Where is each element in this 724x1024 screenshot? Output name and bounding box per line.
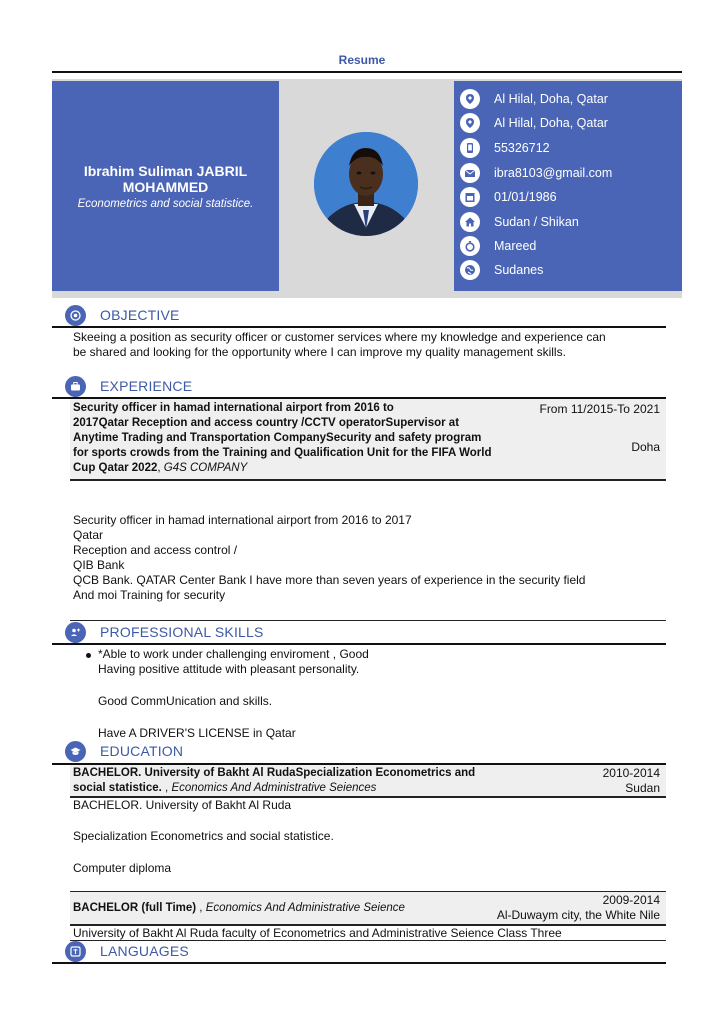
calendar-icon (460, 187, 480, 207)
phone-icon (460, 138, 480, 158)
objective-title: OBJECTIVE (100, 307, 180, 323)
skills-line-3: Good CommUnication and skills. (98, 694, 273, 708)
experience-entry-divider (70, 479, 666, 481)
document-title: Resume (338, 53, 386, 67)
objective-text-line-2: be shared and looking for the opportunity where I can improve my quality management skills. (73, 345, 566, 359)
education-entry-1-detail-1: BACHELOR. University of Bakht Al Ruda (73, 798, 292, 812)
location-pin-icon (460, 89, 480, 109)
languages-section-header (52, 940, 682, 962)
education-entry-1-institution: Economics And Administrative Seiences (171, 782, 377, 794)
education-entry-2-heading: BACHELOR (full Time) , Economics And Administrative Seience (73, 902, 405, 914)
education-entry-2-institution: Economics And Administrative Seience (205, 902, 405, 914)
contact-address-2: Al Hilal, Doha, Qatar (460, 112, 608, 134)
experience-title: EXPERIENCE (100, 378, 193, 394)
experience-details: Security officer in hamad international airport from 2016 to 2017 Qatar Reception and access control / QIB Bank QCB Bank. QATAR Center Bank I have more than seven years of experience in the security field And moi Training for security (73, 513, 586, 602)
skills-divider (52, 643, 666, 645)
globe-icon (460, 260, 480, 280)
contact-email: ibra8103@gmail.com (460, 162, 612, 184)
skills-line-2: Having positive attitude with pleasant personality. (98, 662, 360, 676)
top-divider (52, 71, 682, 73)
objective-section-header (52, 304, 682, 326)
target-icon (65, 305, 86, 326)
marital-status-icon (460, 236, 480, 256)
contact-marital-status: Mareed (460, 235, 536, 257)
experience-job-heading: Security officer in hamad international airport from 2016 to 2017Qatar Reception and access country /CCTV operatorSupervisor at Anytime Trading and Transportation CompanySecurity and safety program for sports crowds from the Training and Qualification Unit for the FIFA World Cup Qatar 2022, G4S COMPANY (73, 402, 492, 474)
education-entry-1-location: Sudan (625, 781, 660, 795)
location-pin-icon (460, 113, 480, 133)
experience-company: G4S COMPANY (163, 462, 248, 474)
education-section-header (52, 740, 682, 762)
education-entry-1-dates: 2010-2014 (602, 766, 660, 780)
skills-title: PROFESSIONAL SKILLS (100, 624, 264, 640)
contact-panel (454, 81, 682, 291)
education-title: EDUCATION (100, 743, 184, 759)
contact-phone: 55326712 (460, 137, 550, 159)
contact-nationality: Sudanes (460, 259, 543, 281)
profile-photo (314, 132, 418, 236)
skills-line-4: Have A DRIVER'S LICENSE in Qatar (98, 726, 296, 740)
languages-title: LANGUAGES (100, 943, 189, 959)
experience-dates: From 11/2015-To 2021 (539, 402, 660, 416)
language-icon (65, 941, 86, 962)
contact-address-1: Al Hilal, Doha, Qatar (460, 88, 608, 110)
contact-birthdate: 01/01/1986 (460, 186, 557, 208)
briefcase-icon (65, 376, 86, 397)
objective-divider (52, 326, 666, 328)
education-entry-1-detail-2: Specialization Econometrics and social statistice. (73, 829, 334, 843)
experience-section-header (52, 375, 682, 397)
resume-header (52, 79, 682, 298)
candidate-subtitle: Econometrics and social statistice. (77, 197, 254, 210)
education-entry-1-detail-3: Computer diploma (73, 861, 172, 875)
candidate-name: Ibrahim Suliman JABRIL MOHAMMED (83, 162, 248, 195)
education-entry-2-location: Al-Duwaym city, the White Nile (496, 908, 660, 922)
education-entry-2-dates: 2009-2014 (602, 893, 660, 907)
experience-location: Doha (631, 440, 660, 454)
objective-text-line-1: Skeeing a position as security officer or customer services where my knowledge and experience can (73, 330, 606, 344)
skills-line-1: *Able to work under challenging enviroment , Good (98, 647, 369, 661)
skills-section-header (52, 621, 682, 643)
languages-divider (52, 962, 666, 964)
email-icon (460, 163, 480, 183)
experience-job-last-line: Cup Qatar 2022 (73, 462, 158, 474)
education-entry-2-detail: University of Bakht Al Ruda faculty of Econometrics and Administrative Seience Class Three (73, 926, 562, 940)
contact-hometown: Sudan / Shikan (460, 211, 579, 233)
graduation-cap-icon (65, 741, 86, 762)
name-panel (52, 81, 279, 291)
education-entry-1-heading: BACHELOR. University of Bakht Al RudaSpecialization Econometrics and social statistice. , Economics And Administrative Seiences (73, 767, 476, 794)
skills-bullet (86, 653, 91, 658)
people-icon (65, 622, 86, 643)
home-icon (460, 212, 480, 232)
